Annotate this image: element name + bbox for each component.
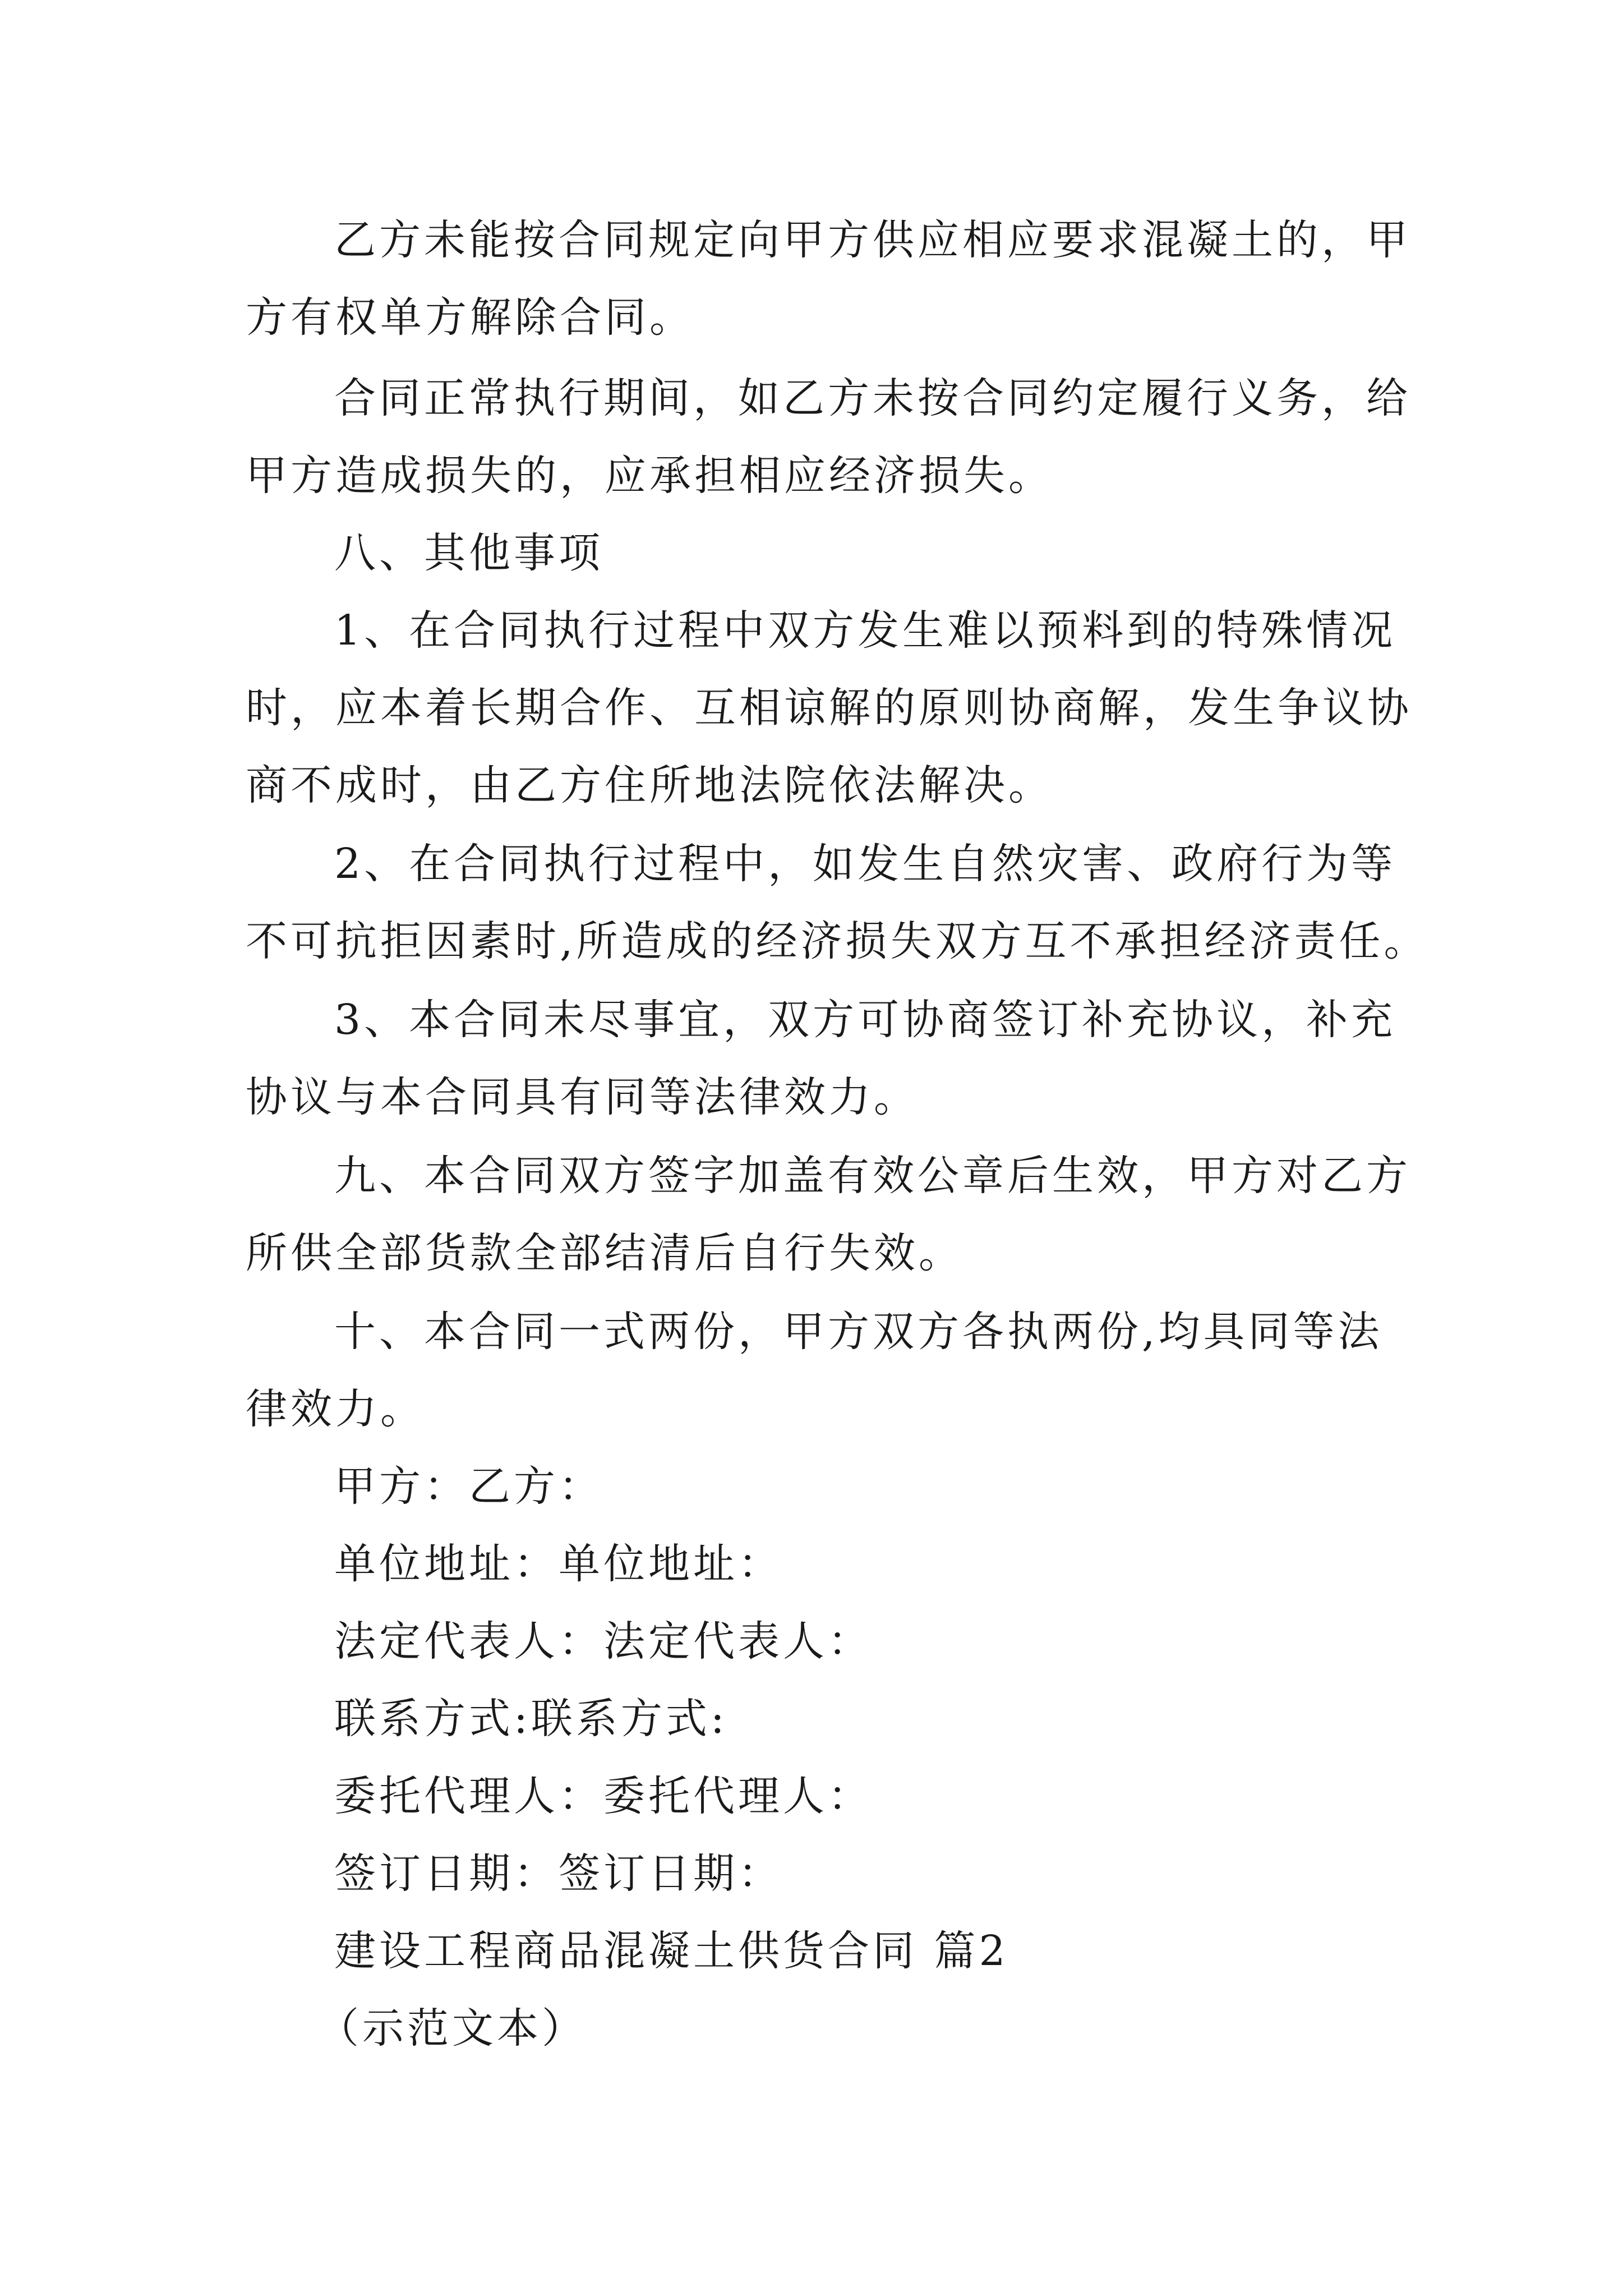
signature-field-agent: 委托代理人：委托代理人： [334, 1772, 873, 1820]
section-heading: 八、其他事项 [334, 529, 603, 577]
text-line: 九、本合同双方签字加盖有效公章后生效，甲方对乙方 [334, 1152, 1411, 1200]
text-line: 商不成时，由乙方住所地法院依法解决。 [246, 761, 1053, 809]
signature-field-representative: 法定代表人：法定代表人： [334, 1617, 873, 1665]
text-line: 不可抗拒因素时,所造成的经济损失双方互不承担经济责任。 [246, 917, 1429, 965]
text-line: 3、本合同未尽事宜，双方可协商签订补充协议，补充 [334, 996, 1396, 1044]
signature-field-contact: 联系方式:联系方式: [334, 1695, 728, 1743]
text-line: 合同正常执行期间，如乙方未按合同约定履行义务，给 [334, 374, 1411, 422]
text-line: 方有权单方解除合同。 [246, 293, 694, 342]
text-line: 时，应本着长期合作、互相谅解的原则协商解，发生争议协 [246, 684, 1412, 732]
text-line: 协议与本合同具有同等法律效力。 [246, 1073, 919, 1121]
signature-field-party: 甲方：乙方： [334, 1462, 603, 1511]
text-line: 乙方未能按合同规定向甲方供应相应要求混凝土的，甲 [334, 216, 1411, 264]
text-line: 律效力。 [246, 1385, 425, 1433]
signature-field-address: 单位地址：单位地址： [334, 1540, 783, 1588]
text-line: 所供全部货款全部结清后自行失效。 [246, 1229, 963, 1277]
text-line: 甲方造成损失的，应承担相应经济损失。 [246, 452, 1053, 500]
text-line: 1、在合同执行过程中双方发生难以预料到的特殊情况 [334, 606, 1396, 655]
signature-field-date: 签订日期：签订日期： [334, 1849, 783, 1898]
next-section-title: 建设工程商品混凝土供货合同 篇2 [334, 1927, 1009, 1975]
subtitle: （示范文本） [317, 2004, 587, 2053]
text-line: 2、在合同执行过程中，如发生自然灾害、政府行为等 [334, 840, 1396, 888]
text-line: 十、本合同一式两份，甲方双方各执两份,均具同等法 [334, 1308, 1383, 1356]
